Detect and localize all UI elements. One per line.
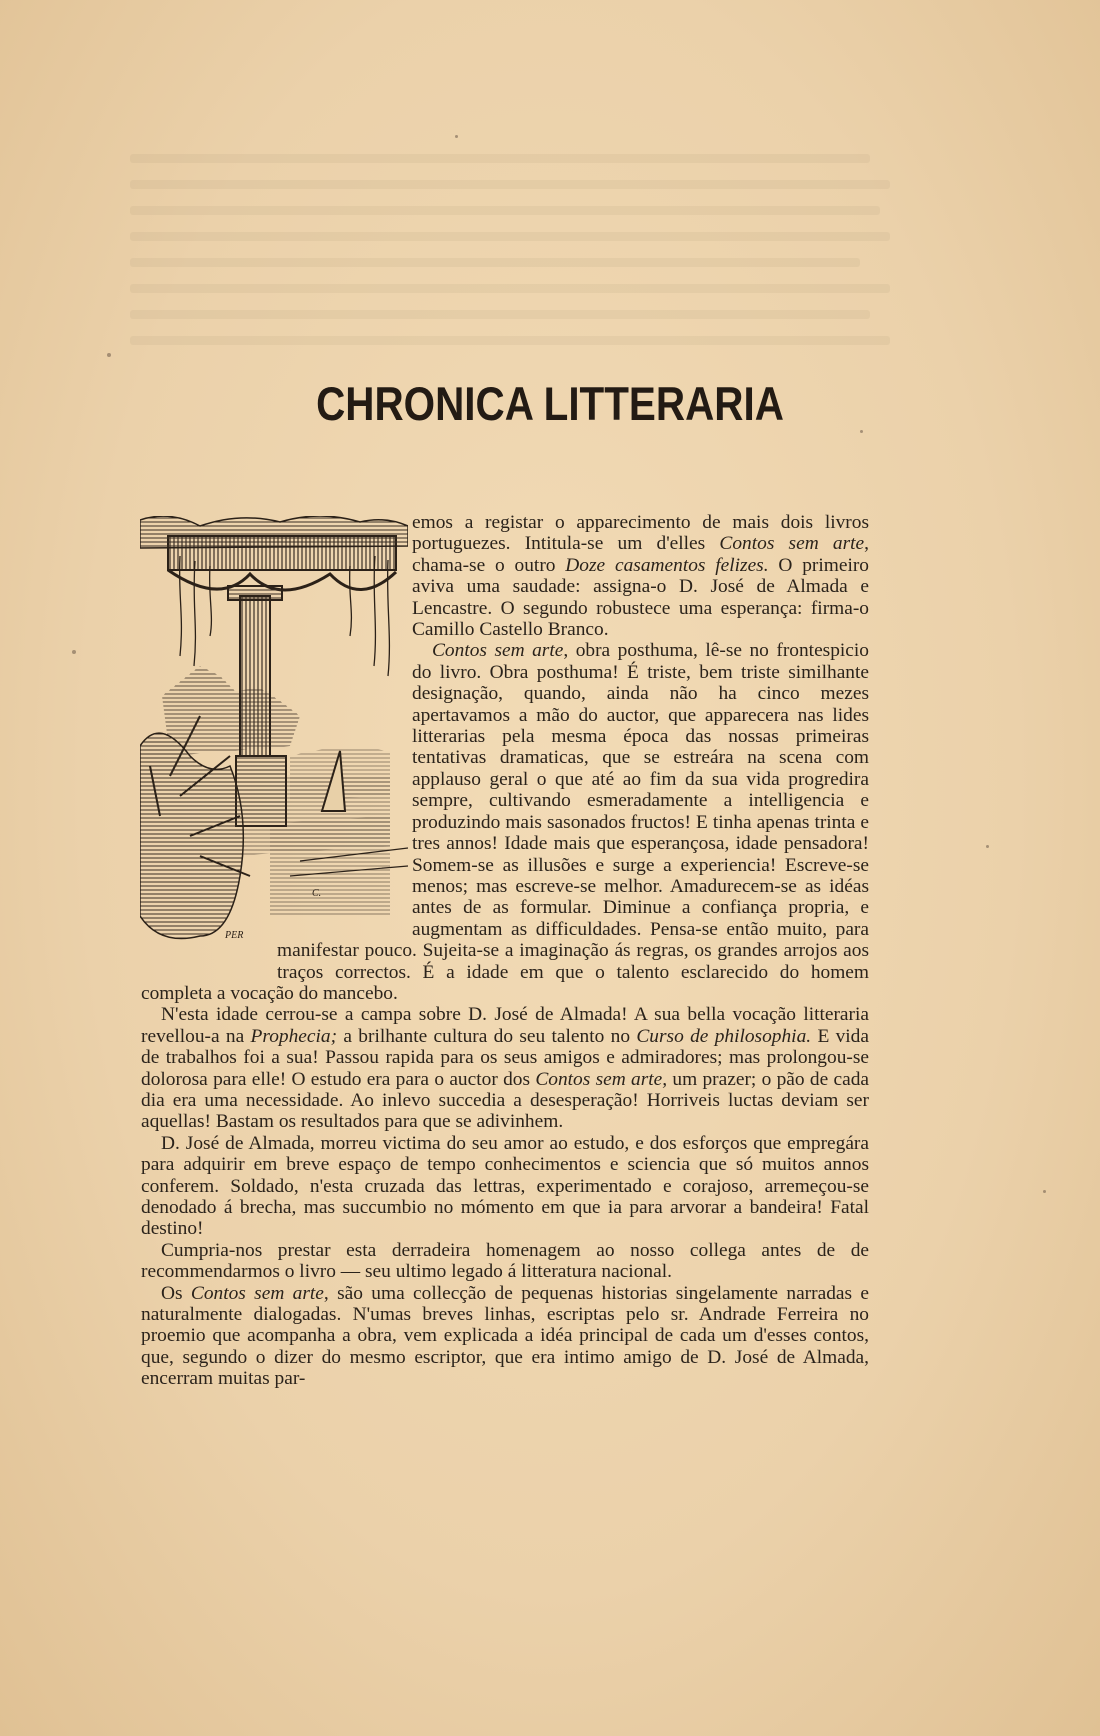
text-run: Cumpria-nos prestar esta derradeira homenagem ao nosso collega antes de de recommendarmos o livro — seu ultimo legado á litteratura nacional. <box>141 1239 869 1283</box>
engraver-signature-left: PER <box>225 930 244 941</box>
paper-speck <box>1043 1190 1046 1193</box>
text-run: , são uma collecção de pequenas historias singelamente narradas e naturalmente dialogadas. N'umas breves linhas, escriptas pelo sr. Andrade Ferreira no proemio que acompanha a obra, vem explicada a idéa principal de cada um d'esses contos, que, segundo o dizer do mesmo escriptor, que era intimo amigo de D. José de Almada, encerram muitas par- <box>141 1282 869 1390</box>
paper-speck <box>107 353 111 357</box>
text-run: um prazer; o pão de cada dia era uma necessidade. Ao inlevo succedia a desesperação! Horriveis luctas deviam ser aquellas! Bastam os resultados para que se adivinhem. <box>141 1068 869 1133</box>
paragraph <box>141 1004 869 1132</box>
text-run: emos a registar o apparecimento de mais dois livros portuguezes. Intitula-se um d'elles <box>412 512 869 555</box>
italic-title: Prophecia; <box>250 1025 338 1047</box>
page-title: CHRONICA LITTERARIA <box>316 377 784 430</box>
text-run: N'esta idade cerrou-se a campa sobre D. José de Almada! A sua bella vocação litteraria revellou-a na <box>141 1004 869 1047</box>
text-run: E vida de trabalhos foi a sua! Passou rapida para os seus amigos e admiradores; mas prolongou-se dolorosa para elle! O estudo era para o auctor dos <box>141 1025 869 1090</box>
text-run: O primeiro aviva uma saudade: assigna-o D. José de Almada e Lencastre. O segundo robustece uma esperança: firma-o Camillo Castello Branco. <box>412 554 869 641</box>
text-run: , obra posthuma, lê-se no frontespicio do livro. Obra posthuma! É triste, bem triste similhante designação, quando, ainda não ha cinco mezes apertavamos a mão do auctor, que apparecera nas lides litterarias pela mesma época das nossas primeiras tentativas dramaticas, que se estreára na scena com applauso geral o que até ao fim da sua vida progredira sempre, cultivando esmeradamente a intelligencia e produzindo mais sasonados fructos! E tinha apenas trinta e tres annos! Idade mais que esperançosa, idade pensadora! Somem-se as illusões e surge a experiencia! Escreve-se menos; mas escreve-se melhor. Amadurecem-se as idéas antes de as formular. Diminue a confiança propria, e augmentam as difficuldades. Pensa-se então muito, para manifestar pouco. Sujeita-se a imaginação ás regras, os grandes arrojos aos traços correctos. É a idade em que o talento esclarecido do homem completa a vocação do mancebo. <box>141 640 869 1004</box>
italic-title: Doze casamentos felizes. <box>565 554 769 576</box>
text-run: a brilhante cultura do seu talento no <box>337 1025 637 1047</box>
text-run: D. José de Almada, morreu victima do seu amor ao estudo, e dos esforços que empregára para adquirir em breve espaço de tempo conhecimentos e sciencia que só muitos annos conferem. Soldado, n'esta cruzada das lettras, experimentado e corajoso, arremeçou-se denodado á brecha, mas succumbio no mómento em que ia para arvorar a bandeira! Fatal destino! <box>141 1132 869 1240</box>
text-run: , chama-se o outro <box>412 533 869 576</box>
italic-title: Contos sem arte <box>432 640 564 662</box>
italic-title: Contos sem arte, <box>535 1068 668 1090</box>
paragraph <box>141 1133 869 1240</box>
italic-title: Contos sem arte <box>719 533 865 555</box>
article-body <box>141 512 869 1390</box>
engraver-signature-right: C. <box>312 888 322 899</box>
paper-speck <box>986 845 989 848</box>
paragraph <box>141 1240 869 1283</box>
paragraph <box>141 1283 869 1390</box>
italic-title: Curso de philosophia. <box>636 1025 812 1047</box>
paper-speck <box>72 650 76 654</box>
text-run: Os <box>161 1282 191 1304</box>
italic-title: Contos sem arte <box>190 1282 324 1304</box>
